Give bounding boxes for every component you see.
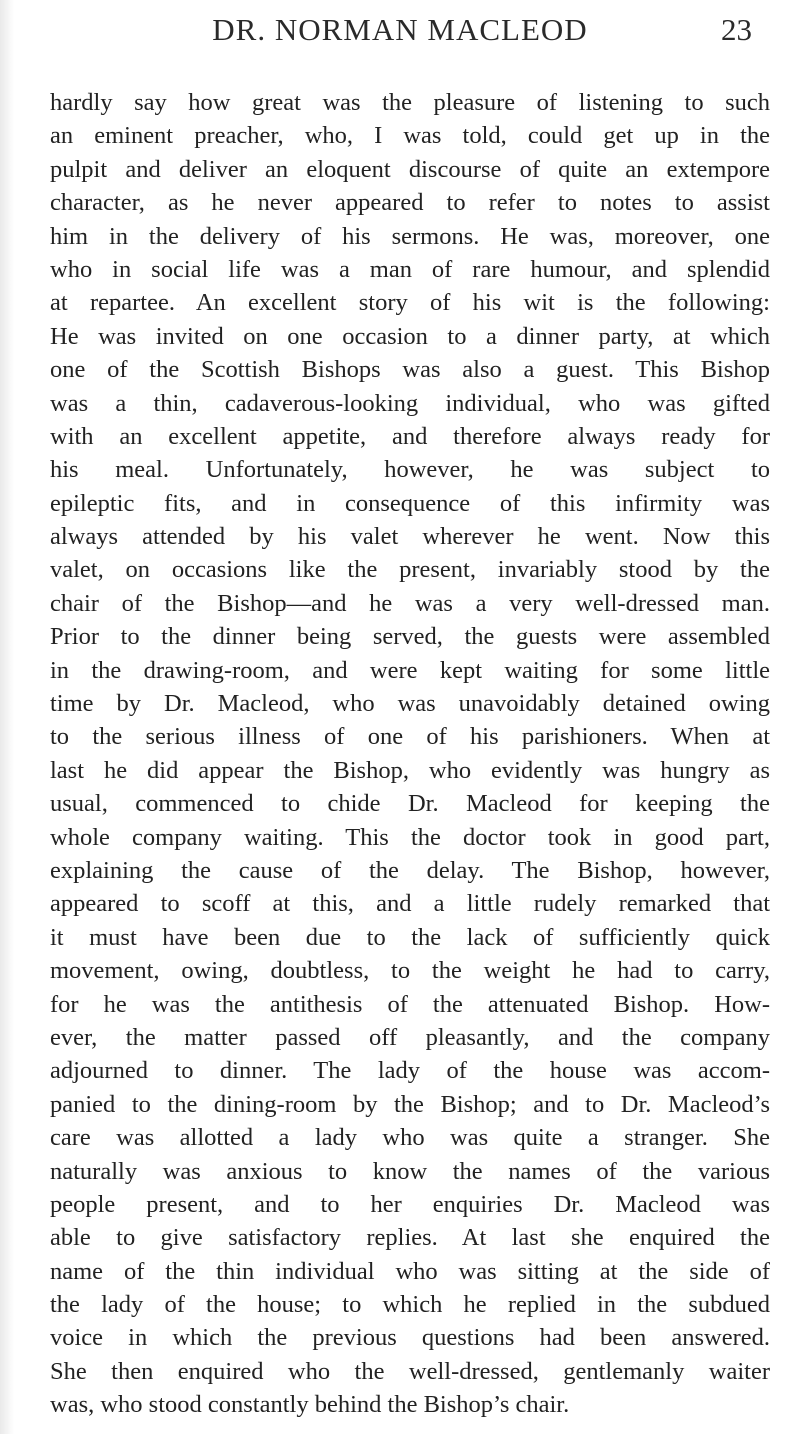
text-line: with an excellent appetite, and therefore always ready for <box>50 422 770 450</box>
text-line: care was allotted a lady who was quite a stranger. She <box>50 1124 770 1152</box>
text-line: naturally was anxious to know the names of the various <box>50 1157 770 1185</box>
text-line: for he was the antithesis of the attenuated Bishop. How- <box>50 990 770 1018</box>
page-number: 23 <box>721 12 752 47</box>
text-line: character, as he never appeared to refer to notes to assist <box>50 189 770 217</box>
text-line: it must have been due to the lack of sufficiently quick <box>50 923 770 951</box>
text-line: who in social life was a man of rare humour, and splendid <box>50 255 770 283</box>
text-line: epileptic fits, and in consequence of this infirmity was <box>50 489 770 517</box>
text-line: He was invited on one occasion to a dinner party, at which <box>50 322 770 350</box>
binding-gutter-shadow <box>0 0 14 1434</box>
text-line: able to give satisfactory replies. At last she enquired the <box>50 1224 770 1252</box>
text-line: his meal. Unfortunately, however, he was subject to <box>50 456 770 484</box>
text-line: whole company waiting. This the doctor took in good part, <box>50 823 770 851</box>
text-line: ever, the matter passed off pleasantly, and the company <box>50 1023 770 1051</box>
body-text <box>50 86 770 1422</box>
text-line: at repartee. An excellent story of his wit is the following: <box>50 289 770 317</box>
text-line: to the serious illness of one of his parishioners. When at <box>50 723 770 751</box>
text-line: him in the delivery of his sermons. He was, moreover, one <box>50 222 770 250</box>
text-line: name of the thin individual who was sitting at the side of <box>50 1257 770 1285</box>
text-line: explaining the cause of the delay. The Bishop, however, <box>50 856 770 884</box>
text-line: always attended by his valet wherever he went. Now this <box>50 523 770 551</box>
text-line: one of the Scottish Bishops was also a guest. This Bishop <box>50 356 770 384</box>
running-title: DR. NORMAN MACLEOD <box>212 12 588 47</box>
text-line: chair of the Bishop—and he was a very well-dressed man. <box>50 589 770 617</box>
running-head <box>0 6 800 56</box>
text-line: time by Dr. Macleod, who was unavoidably detained owing <box>50 690 770 718</box>
text-line: was a thin, cadaverous-looking individual, who was gifted <box>50 389 770 417</box>
text-line: adjourned to dinner. The lady of the house was accom- <box>50 1057 770 1085</box>
text-line: panied to the dining-room by the Bishop; and to Dr. Macleod’s <box>50 1090 770 1118</box>
text-line: the lady of the house; to which he replied in the subdued <box>50 1291 770 1319</box>
text-line: people present, and to her enquiries Dr. Macleod was <box>50 1190 770 1218</box>
text-line: was, who stood constantly behind the Bishop’s chair. <box>50 1391 570 1419</box>
text-line: valet, on occasions like the present, invariably stood by the <box>50 556 770 584</box>
text-line: She then enquired who the well-dressed, gentlemanly waiter <box>50 1357 770 1385</box>
text-line: voice in which the previous questions had been answered. <box>50 1324 770 1352</box>
text-line: in the drawing-room, and were kept waiting for some little <box>50 656 770 684</box>
text-line: pulpit and deliver an eloquent discourse of quite an extempore <box>50 155 770 183</box>
text-line: an eminent preacher, who, I was told, could get up in the <box>50 122 770 150</box>
text-line: movement, owing, doubtless, to the weight he had to carry, <box>50 957 770 985</box>
text-line: last he did appear the Bishop, who evidently was hungry as <box>50 756 770 784</box>
text-line: appeared to scoff at this, and a little rudely remarked that <box>50 890 770 918</box>
text-line: hardly say how great was the pleasure of listening to such <box>50 89 770 116</box>
text-line: usual, commenced to chide Dr. Macleod for keeping the <box>50 790 770 818</box>
text-line: Prior to the dinner being served, the guests were assembled <box>50 623 770 651</box>
